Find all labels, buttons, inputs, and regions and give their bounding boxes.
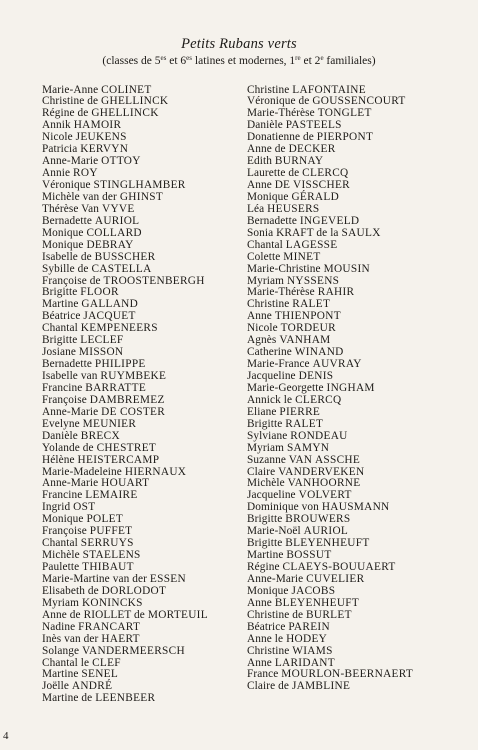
last-name: CLAEYS-BOUUAERT [282,561,396,573]
first-name: Jacqueline [247,489,296,502]
first-name: Edith [247,155,272,168]
last-name: STINGLHAMBER [93,179,186,191]
first-name: Anne DE [247,179,291,191]
first-name: Anne de [247,143,286,156]
last-name: LAGESSE [285,238,338,251]
first-name: Myriam [247,441,284,454]
first-name: Claire [247,465,276,478]
last-name: MORTEUIL [147,608,208,621]
first-name: Danièle [247,119,283,132]
first-name: Anne de RIOLLET de [42,608,145,621]
last-name: FRANCART [78,620,141,633]
last-name: THIENPONT [274,310,341,323]
first-name: Christine de [247,608,304,621]
last-name: AURIOL [303,525,349,538]
first-name: Régine [247,561,280,573]
subtitle-text: et 2 [300,55,321,67]
last-name: DORLODOT [101,584,167,597]
first-name: Martine [247,549,284,562]
first-name: Chantal [42,322,78,335]
first-name: Myriam [42,596,79,609]
last-name: LAFONTAINE [292,83,366,96]
first-name: Annick le [247,393,293,406]
first-name: Marie-Georgette [247,381,324,394]
last-name: TROOSTENBERGH [103,274,205,287]
last-name: CHESTRET [96,441,157,454]
first-name: Michèle van der [42,190,117,203]
first-name: Sybille de [42,262,89,275]
first-name: Anne [247,656,272,669]
last-name: PIERRE [279,405,321,418]
last-name: HIERNAUX [124,465,187,478]
first-name: Christine [247,644,290,657]
first-name: Elisabeth de [42,584,99,597]
last-name: LEMAIRE [85,489,138,502]
last-name: SAMYN [286,441,330,454]
first-name: Marie-Martine van der [42,572,147,585]
last-name: DECKER [288,143,336,156]
first-name: Donatienne de [247,131,314,144]
first-name: Thérèse Van [42,202,100,215]
last-name: SENEL [81,668,119,681]
last-name: MOUSIN [323,262,370,275]
first-name: Danièle [42,429,78,442]
last-name: LEENBEER [95,692,156,705]
subtitle-text: (classes de 5 [102,55,161,67]
first-name: Annie [42,167,71,180]
last-name: CUVELIER [306,572,365,585]
last-name: DAMBREMEZ [89,393,165,406]
last-name: HEISTERCAMP [77,453,160,466]
first-name: Marie-Madeleine [42,465,122,478]
last-name: VANHOORNE [287,477,361,490]
last-name: COLLARD [86,226,142,239]
last-name: POLET [86,513,124,526]
first-name: Martine [42,668,79,681]
first-name: Evelyne [42,417,80,430]
last-name: LECLEF [80,334,124,347]
first-name: Nicole [42,131,73,144]
last-name: CLEF [92,656,121,669]
first-name: Brigitte [247,417,283,430]
first-name: Marie-Anne [42,83,99,96]
last-name: HAUSMANN [321,501,390,514]
last-name: BUSSCHER [94,250,156,263]
last-name: PUFFET [89,525,133,538]
last-name: VISSCHER [293,179,351,191]
last-name: VANDERVEKEN [278,465,365,478]
page-subtitle [0,54,478,67]
first-name: Monique [42,513,84,526]
name-list-right-column [247,85,413,694]
last-name: HAMOIR [73,119,122,132]
last-name: HEUSERS [267,202,320,215]
first-name: Laurette de [247,167,300,180]
first-name: Chantal [247,238,283,251]
last-name: TONGLET [317,107,372,120]
first-name: Véronique [42,179,91,191]
last-name: OST [73,501,96,514]
first-name: Marie-Thérèse [247,107,315,120]
first-name: Jacqueline [247,370,296,382]
last-name: RONDEAU [290,429,348,442]
last-name: GÉRALD [291,190,340,203]
first-name: Béatrice [247,620,286,633]
first-name: Marie-Thérèse [247,286,315,299]
first-name: Sylviane [247,429,288,442]
last-name: ANDRÉ [71,680,113,693]
subtitle-text: familiales) [323,55,376,67]
first-name: Anne [247,310,272,323]
last-name: BRECX [80,429,120,442]
first-name: Marie-Christine [247,262,321,275]
first-name: Francine [42,381,83,394]
first-name: Martine [42,298,79,311]
last-name: PHILIPPE [94,358,146,371]
last-name: BOSSUT [286,549,332,562]
page-title: Petits Rubans verts [181,36,297,52]
first-name: Catherine [247,346,292,359]
last-name: JEUKENS [75,131,127,144]
first-name: France [247,668,279,681]
first-name: Marie-France [247,358,310,371]
first-name: Anne-Marie [247,572,304,585]
last-name: INGEVELD [299,214,360,227]
first-name: Eliane [247,405,277,418]
last-name: HOUART [101,477,150,490]
first-name: Francine [42,489,83,502]
first-name: Colette [247,250,281,263]
first-name: Anne-Marie [42,405,99,418]
first-name: Régine de [42,107,89,120]
last-name: KERVYN [80,143,129,156]
first-name: Inès van der [42,632,99,645]
last-name: RAHIR [317,286,355,299]
first-name: Suzanne VAN [247,453,313,466]
first-name: Chantal le [42,656,90,669]
last-name: MOURLON-BEERNAERT [281,668,414,681]
last-name: ROY [73,167,98,180]
last-name: COLINET [101,83,152,96]
last-name: BLEYENHEUFT [285,537,370,550]
subtitle-superscript: re [295,54,301,62]
last-name: WINAND [294,346,344,359]
first-name: Françoise [42,525,87,538]
last-name: RALET [285,417,324,430]
last-name: PASTEELS [285,119,342,132]
last-name: VANDERMEERSCH [82,644,185,657]
first-name: Monique [247,584,289,597]
last-name: JACOBS [291,584,336,597]
name-entry [247,681,413,693]
last-name: LARIDANT [274,656,335,669]
first-name: Paulette [42,561,80,573]
last-name: SAULX [341,226,381,239]
name-entry [42,693,208,705]
page-number: 4 [3,730,9,742]
last-name: AUVRAY [312,358,362,371]
first-name: Béatrice [42,310,81,323]
name-list-left-column [42,85,208,706]
last-name: HODEY [286,632,328,645]
first-name: Claire de [247,680,289,693]
last-name: RALET [292,298,331,311]
first-name: Léa [247,202,265,215]
last-name: CLERCQ [302,167,349,180]
first-name: Monique [42,226,84,239]
first-name: Françoise [42,393,87,406]
first-name: Hélène [42,453,75,466]
first-name: Annik [42,119,71,132]
last-name: DEBRAY [86,238,134,251]
first-name: Isabelle van [42,370,98,382]
last-name: OTTOY [101,155,141,168]
last-name: BLEYENHEUFT [274,596,360,609]
first-name: Dominique von [247,501,319,514]
first-name: Agnès [247,334,277,347]
first-name: Sonia KRAFT de la [247,226,339,239]
first-name: Brigitte [42,286,78,299]
last-name: CASTELLA [91,262,152,275]
first-name: Françoise de [42,274,101,287]
last-name: SERRUYS [80,537,134,550]
first-name: Myriam [247,274,284,287]
last-name: DE COSTER [101,405,166,418]
first-name: Solange [42,644,80,657]
last-name: RUYMBEKE [100,370,167,382]
first-name: Josiane [42,346,76,359]
first-name: Ingrid [42,501,71,514]
last-name: DENIS [298,370,334,382]
last-name: KEMPENEERS [80,322,158,335]
last-name: ASSCHE [314,453,361,466]
first-name: Bernadette [42,214,92,227]
last-name: GHINST [119,190,164,203]
subtitle-text: latines et modernes, 1 [192,55,296,67]
last-name: BURLET [306,608,352,621]
first-name: Nicole [247,322,278,335]
last-name: GALLAND [81,298,139,311]
first-name: Martine de [42,692,93,705]
first-name: Isabelle de [42,250,92,263]
first-name: Michèle [42,549,80,562]
first-name: Monique [42,238,84,251]
first-name: Patricia [42,143,78,156]
first-name: Brigitte [247,513,283,526]
first-name: Marie-Noël [247,525,301,538]
last-name: GHELLINCK [101,95,169,108]
first-name: Yolande de [42,441,94,454]
first-name: Monique [247,190,289,203]
last-name: MISSON [78,346,124,359]
first-name: Michèle [247,477,285,490]
last-name: FLOOR [80,286,119,299]
last-name: KONINCKS [81,596,143,609]
last-name: NYSSENS [286,274,340,287]
last-name: ESSEN [149,572,186,585]
first-name: Anne [247,596,272,609]
first-name: Brigitte [247,537,283,550]
last-name: HAERT [101,632,140,645]
last-name: AURIOL [94,214,140,227]
last-name: BROUWERS [285,513,351,526]
first-name: Nadine [42,620,76,633]
last-name: TORDEUR [280,322,336,335]
last-name: VYVE [101,202,135,215]
last-name: STAELENS [82,549,141,562]
last-name: JACQUET [83,310,136,323]
first-name: Christine de [42,95,99,108]
last-name: GOUSSENCOURT [312,95,406,108]
last-name: GHELLINCK [91,107,159,120]
last-name: PIERPONT [316,131,374,144]
last-name: VOLVERT [298,489,352,502]
first-name: Bernadette [42,358,92,371]
last-name: VANHAM [279,334,331,347]
subtitle-text: et 6 [166,55,187,67]
first-name: Bernadette [247,214,297,227]
last-name: PAREIN [288,620,330,633]
first-name: Christine [247,83,290,96]
first-name: Anne-Marie [42,155,99,168]
last-name: MEUNIER [82,417,137,430]
subtitle-superscript: e [320,54,324,62]
first-name: Véronique de [247,95,310,108]
first-name: Joëlle [42,680,69,693]
first-name: Chantal [42,537,78,550]
last-name: THIBAUT [82,561,134,573]
last-name: CLERCQ [295,393,342,406]
subtitle-superscript: es [160,54,167,62]
last-name: WIAMS [292,644,333,657]
last-name: MINET [283,250,321,263]
first-name: Brigitte [42,334,78,347]
last-name: BARRATTE [85,381,147,394]
first-name: Christine [247,298,290,311]
last-name: JAMBLINE [291,680,351,693]
last-name: BURNAY [274,155,324,168]
last-name: INGHAM [326,381,375,394]
first-name: Anne-Marie [42,477,99,490]
first-name: Anne le [247,632,284,645]
subtitle-superscript: es [186,54,193,62]
